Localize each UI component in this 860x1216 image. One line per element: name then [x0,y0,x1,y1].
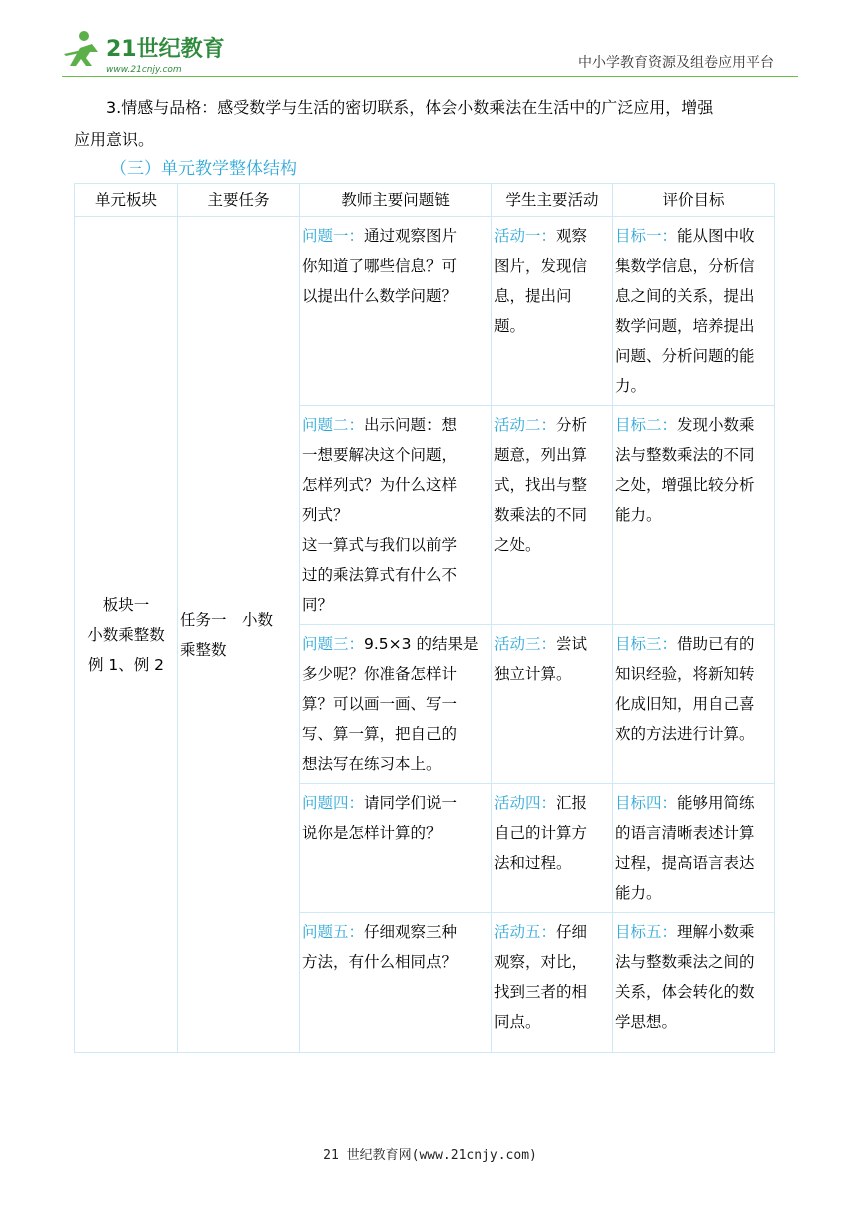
cell-text-line: 同？ [302,596,334,614]
cell-text: 请同学们说一 [364,794,458,812]
paragraph-line-1: 3.情感与品格：感受数学与生活的密切联系，体会小数乘法在生活中的广泛应用，增强 [106,98,714,117]
table-row [75,217,775,406]
cell-text-line: 法与整数乘法之间的 [615,953,755,971]
cell-text-line: 找到三者的相 [494,983,588,1001]
objective-paragraph [74,92,786,156]
cell-label: 目标一： [615,227,678,245]
platform-name: 中小学教育资源及组卷应用平台 [578,55,774,71]
logo-text: 21世纪教育 [106,37,225,62]
cell-lines [615,629,772,749]
cell-text-line: 同点。 [494,1013,541,1031]
block-line: 板块一 [102,595,150,614]
cell-text-line: 学思想。 [615,1013,678,1031]
activity-cell [492,625,613,784]
goal-cell [613,784,775,913]
header-cell-goals: 评价目标 [613,184,775,217]
cell-lines [494,221,610,341]
table-header-row [75,184,775,217]
cell-label: 活动五： [494,923,557,941]
cell-text: 理解小数乘 [677,923,755,941]
question-cell [300,217,492,406]
cell-text-line: 能力。 [615,506,662,524]
question-cell [300,625,492,784]
cell-label: 活动四： [494,794,557,812]
header-cell-block: 单元板块 [75,184,178,217]
header-divider [62,76,798,77]
cell-lines [615,788,772,908]
cell-first-line [615,221,772,251]
cell-first-line [302,221,489,251]
cell-text-line: 列式？ [302,506,349,524]
cell-text: 发现小数乘 [677,416,755,434]
header-cell-task: 主要任务 [178,184,300,217]
cell-lines [615,917,772,1037]
cell-text-line: 独立计算。 [494,665,572,683]
cell-text: 分析 [556,416,588,434]
header-cell-questions: 教师主要问题链 [300,184,492,217]
cell-label: 问题四： [302,794,365,812]
cell-text-line: 想法写在练习本上。 [302,755,442,773]
site-logo [62,26,242,78]
cell-text: 能够用简练 [677,794,755,812]
cell-text-line: 一想要解决这个问题， [302,446,458,464]
cell-text: 借助已有的 [677,635,755,653]
cell-text-line: 题。 [494,317,526,335]
cell-text-line: 题意，列出算 [494,446,588,464]
cell-first-line [302,788,489,818]
cell-text: 观察 [556,227,588,245]
cell-text-line: 息之间的关系，提出 [615,287,755,305]
cell-label: 活动一： [494,227,557,245]
cell-text-line: 问题、分析问题的能 [615,347,755,365]
cell-lines [615,410,772,530]
cell-text-line: 算？可以画一画、写一 [302,695,458,713]
cell-label: 活动二： [494,416,557,434]
cell-first-line [494,917,610,947]
question-cell [300,784,492,913]
cell-label: 目标三： [615,635,678,653]
activity-cell [492,217,613,406]
cell-text-line: 知识经验，将新知转 [615,665,755,683]
cell-label: 目标二： [615,416,678,434]
cell-label: 目标五： [615,923,678,941]
cell-text-line: 之处，增强比较分析 [615,476,755,494]
cell-text: 仔细观察三种 [364,923,458,941]
cell-lines [494,410,610,560]
cell-text: 能从图中收 [677,227,755,245]
cell-first-line [615,410,772,440]
page-footer: 21 世纪教育网(www.21cnjy.com) [323,1148,537,1163]
cell-first-line [302,410,489,440]
cell-text: 出示问题：想 [364,416,458,434]
cell-first-line [615,917,772,947]
cell-text-line: 自己的计算方 [494,824,588,842]
question-cell [300,406,492,625]
cell-text-line: 以提出什么数学问题？ [302,287,458,305]
cell-lines [302,788,489,848]
cell-text-line: 多少呢？你准备怎样计 [302,665,458,683]
cell-text-line: 集数学信息，分析信 [615,257,755,275]
cell-label: 问题三： [302,635,365,653]
cell-first-line [302,917,489,947]
cell-text-line: 法和过程。 [494,854,572,872]
cell-text-line: 怎样列式？为什么这样 [302,476,458,494]
cell-label: 活动三： [494,635,557,653]
cell-text: 9.5×3 的结果是 [364,635,479,653]
cell-text-line: 数学问题，培养提出 [615,317,755,335]
cell-text-line: 过的乘法算式有什么不 [302,566,458,584]
goal-cell [613,217,775,406]
page-header [0,0,860,84]
cell-text-line: 能力。 [615,884,662,902]
cell-label: 问题二： [302,416,365,434]
cell-text-line: 图片，发现信 [494,257,588,275]
cell-first-line [302,629,489,659]
cell-first-line [494,221,610,251]
structure-table [74,183,775,1053]
cell-first-line [494,788,610,818]
header-cell-activities: 学生主要活动 [492,184,613,217]
paragraph-line-2: 应用意识。 [74,130,155,149]
cell-label: 问题五： [302,923,365,941]
cell-first-line [615,629,772,659]
cell-text-line: 过程，提高语言表达 [615,854,755,872]
cell-lines [494,917,610,1037]
cell-text-line: 这一算式与我们以前学 [302,536,458,554]
cell-first-line [615,788,772,818]
block-line: 小数乘整数 [87,625,165,644]
activity-cell [492,784,613,913]
cell-first-line [494,410,610,440]
cell-text-line: 方法，有什么相同点？ [302,953,458,971]
goal-cell [613,406,775,625]
task-line: 乘整数 [180,640,227,659]
cell-text-line: 的语言清晰表述计算 [615,824,755,842]
cell-text: 汇报 [556,794,588,812]
cell-text-line: 你知道了哪些信息？可 [302,257,458,275]
cell-text-line: 写、算一算，把自己的 [302,725,458,743]
cell-text: 仔细 [556,923,588,941]
cell-text-line: 说你是怎样计算的？ [302,824,442,842]
block-cell [75,217,178,1053]
cell-text-line: 法与整数乘法的不同 [615,446,755,464]
cell-text-line: 息，提出问 [494,287,572,305]
cell-lines [302,629,489,779]
cell-lines [494,788,610,878]
activity-cell [492,406,613,625]
cell-text-line: 化成旧知，用自己喜 [615,695,755,713]
goal-cell [613,913,775,1053]
cell-lines [302,917,489,977]
goal-cell [613,625,775,784]
question-cell [300,913,492,1053]
cell-lines [302,221,489,311]
cell-text-line: 式，找出与整 [494,476,588,494]
cell-lines [302,410,489,620]
cell-text-line: 力。 [615,377,647,395]
cell-text-line: 数乘法的不同 [494,506,588,524]
cell-lines [494,629,610,689]
cell-lines [615,221,772,401]
cell-text-line: 之处。 [494,536,541,554]
cell-text-line: 关系，体会转化的数 [615,983,755,1001]
cell-text-line: 观察，对比， [494,953,588,971]
task-cell [178,217,300,1053]
cell-text: 尝试 [556,635,588,653]
activity-cell [492,913,613,1053]
section-title: （三）单元教学整体结构 [110,159,297,179]
cell-label: 目标四： [615,794,678,812]
cell-label: 问题一： [302,227,365,245]
logo-url: www.21cnjy.com [106,65,182,75]
task-line: 任务一 小数 [180,610,274,629]
cell-text-line: 欢的方法进行计算。 [615,725,755,743]
cell-first-line [494,629,610,659]
block-line: 例 1、例 2 [87,655,165,674]
cell-text: 通过观察图片 [364,227,458,245]
